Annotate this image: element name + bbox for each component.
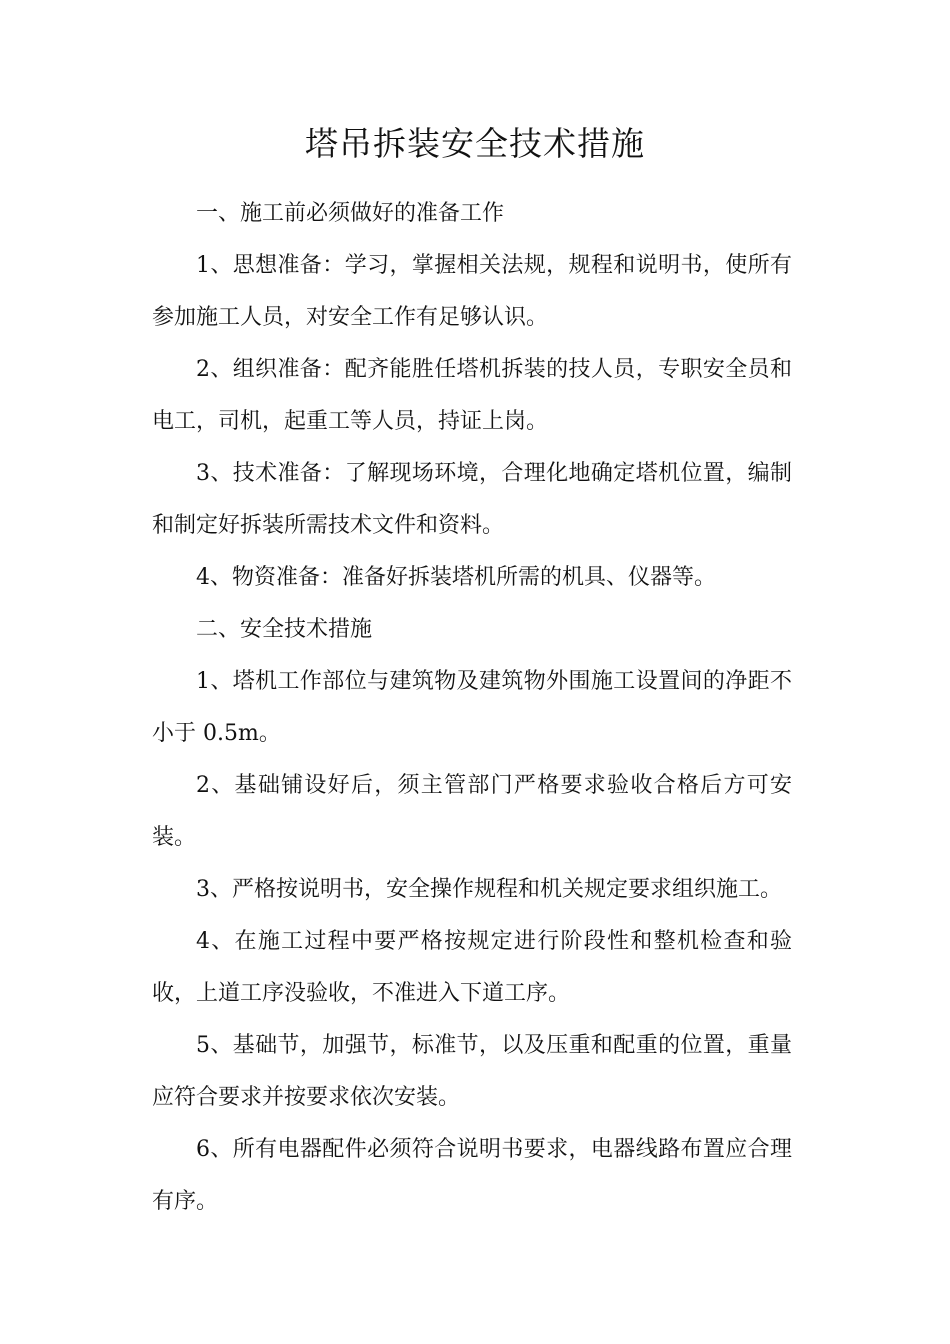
paragraph-follow-manual: 3、严格按说明书，安全操作规程和机关规定要求组织施工。 [196,877,782,902]
paragraph-technical-preparation: 3、技术准备：了解现场环境，合理化地确定塔机位置，编制和制定好拆装所需技术文件和资料。 [152,461,792,538]
paragraph-foundation-acceptance: 2、基础铺设好后，须主管部门严格要求验收合格后方可安装。 [152,773,792,850]
paragraph-section-installation: 5、基础节，加强节，标准节，以及压重和配重的位置，重量应符合要求并按要求依次安装。 [152,1033,792,1110]
paragraph-clearance: 1、塔机工作部位与建筑物及建筑物外围施工设置间的净距不小于 0.5m。 [152,669,792,746]
section-heading-safety-measures: 二、安全技术措施 [196,617,373,642]
section-heading-preparation: 一、施工前必须做好的准备工作 [196,201,505,226]
paragraph-electrical: 6、所有电器配件必须符合说明书要求，电器线路布置应合理有序。 [152,1137,792,1214]
paragraph-stage-inspection: 4、在施工过程中要严格按规定进行阶段性和整机检查和验收，上道工序没验收，不准进入下道工序。 [152,929,792,1006]
document-body [152,188,792,1228]
paragraph-ideological-preparation: 1、思想准备：学习，掌握相关法规，规程和说明书，使所有参加施工人员，对安全工作有足够认识。 [152,253,792,330]
document-title: 塔吊拆装安全技术措施 [305,124,645,163]
paragraph-material-preparation: 4、物资准备：准备好拆装塔机所需的机具、仪器等。 [196,565,716,590]
paragraph-organizational-preparation: 2、组织准备：配齐能胜任塔机拆装的技人员，专职安全员和电工，司机，起重工等人员，持证上岗。 [152,357,792,434]
